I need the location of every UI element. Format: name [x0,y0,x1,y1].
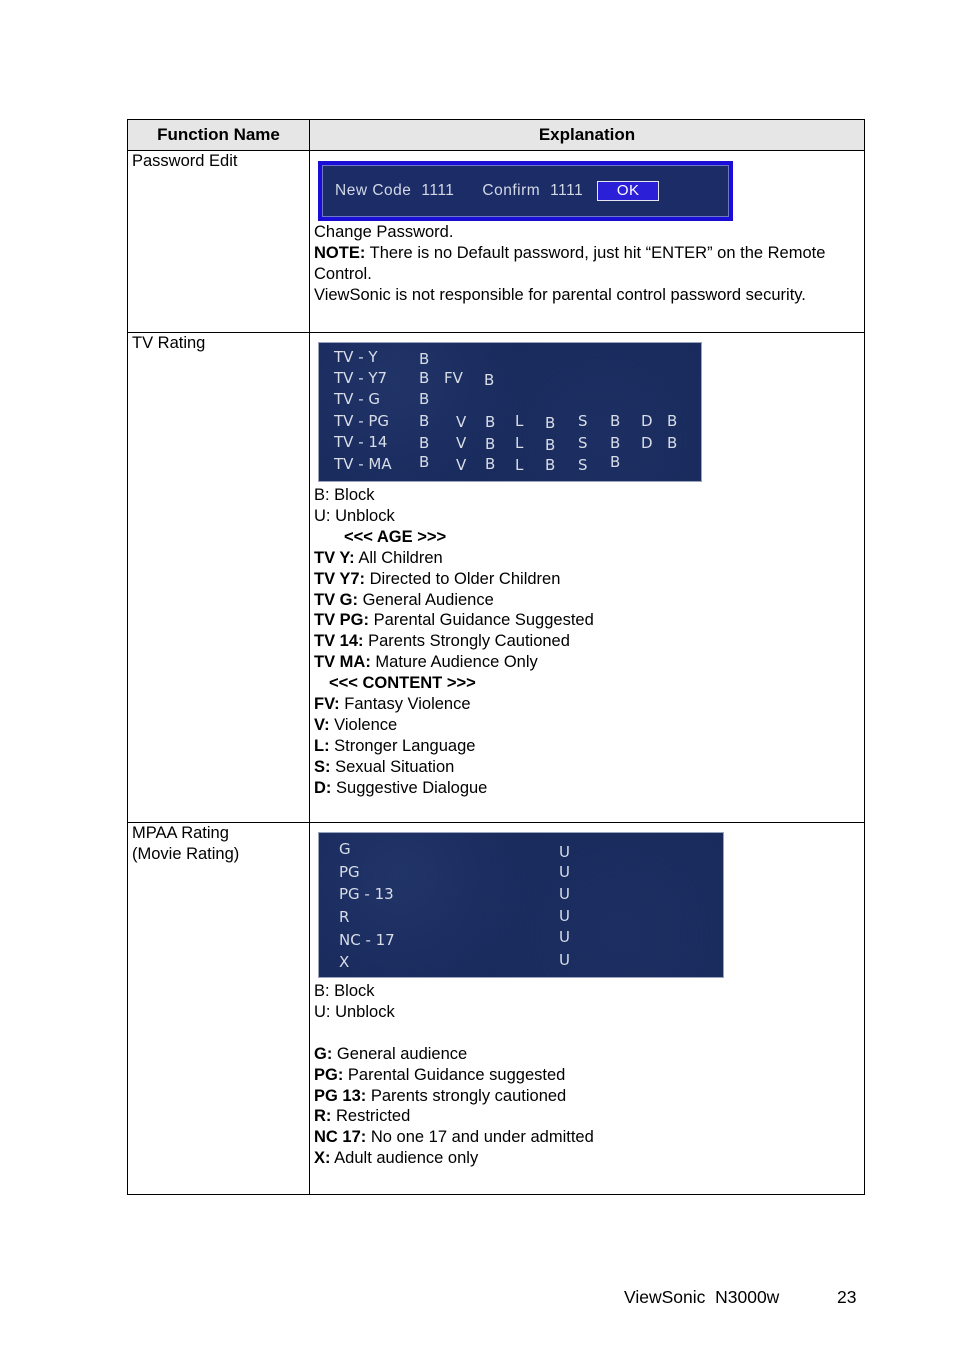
tv-cell[interactable]: S [578,434,588,452]
confirm-label: Confirm [482,181,541,199]
change-password-text: Change Password. [314,223,454,241]
tv-row-label: TV - MA [334,455,392,473]
content-header: <<< CONTENT >>> [329,674,476,693]
mpaa-item: R: Restricted [314,1107,411,1126]
tv-cell[interactable]: L [515,456,524,474]
tv-cell[interactable]: V [456,413,467,431]
new-code-label: New Code [335,181,412,199]
mpaa-cell[interactable]: U [559,928,570,946]
content-item: L: Stronger Language [314,736,476,755]
tv-cell[interactable]: L [515,434,524,452]
header-function-name: Function Name [128,120,310,151]
mpaa-item: NC 17: No one 17 and under admitted [314,1128,594,1147]
legend-block: B: Block [314,982,375,1000]
mpaa-cell[interactable]: U [559,843,570,861]
legend-unblock: U: Unblock [314,506,395,525]
function-name-mpaa-rating: MPAA Rating (Movie Rating) [128,823,310,1195]
content-item: FV: Fantasy Violence [314,695,471,714]
tv-cell[interactable]: B [419,369,430,387]
function-name-tv-rating: TV Rating [128,333,310,823]
age-item: TV Y: All Children [314,548,443,567]
mpaa-cell[interactable]: U [559,885,570,903]
table-header-row [128,120,865,151]
tv-cell[interactable]: B [667,434,678,452]
mpaa-row-label: PG [339,863,360,881]
age-header: <<< AGE >>> [344,527,447,546]
age-item: TV 14: Parents Strongly Cautioned [314,632,570,651]
ok-button[interactable]: OK [597,181,659,201]
tv-cell[interactable]: B [485,455,496,473]
password-edit-osd [318,161,733,221]
row-mpaa-rating [128,823,865,1195]
explanation-tv-rating [310,333,865,823]
tv-row-label: TV - Y7 [334,369,388,387]
mpaa-row-label: PG - 13 [339,885,394,903]
tv-cell[interactable]: B [545,456,556,474]
tv-cell[interactable]: D [641,412,653,430]
tv-cell[interactable]: V [456,434,467,452]
tv-cell[interactable]: B [485,413,496,431]
mpaa-row-label: NC - 17 [339,931,395,949]
tv-cell[interactable]: B [419,453,430,471]
tv-cell[interactable]: B [419,390,430,408]
tv-cell[interactable]: S [578,456,588,474]
tv-cell[interactable]: B [545,436,556,454]
function-table [127,119,865,1195]
mpaa-row-label: R [339,908,350,926]
mpaa-rating-osd [318,832,724,978]
mpaa-cell[interactable]: U [559,907,570,925]
tv-cell[interactable]: B [419,434,430,452]
row-password-edit [128,151,865,333]
tv-row-label: TV - Y [334,348,378,366]
tv-cell[interactable]: B [484,371,495,389]
mpaa-item: PG 13: Parents strongly cautioned [314,1086,567,1105]
tv-cell[interactable]: B [419,412,430,430]
content-item: D: Suggestive Dialogue [314,778,488,797]
header-explanation: Explanation [310,120,865,151]
row-tv-rating [128,333,865,823]
mpaa-row-label: G [339,840,351,858]
legend-unblock: U: Unblock [314,1002,395,1021]
function-name-password-edit: Password Edit [128,151,310,333]
mpaa-item: PG: Parental Guidance suggested [314,1065,566,1084]
mpaa-item: G: General audience [314,1044,468,1063]
tv-cell[interactable]: L [515,412,524,430]
age-item: TV G: General Audience [314,590,494,609]
mpaa-item: X: Adult audience only [314,1149,479,1168]
footer-product: ViewSonic N3000w [624,1287,780,1307]
tv-cell[interactable]: S [578,412,588,430]
age-item: TV Y7: Directed to Older Children [314,569,561,588]
footer-page-number: 23 [837,1287,857,1307]
tv-cell[interactable]: B [610,434,621,452]
tv-cell[interactable]: B [485,435,496,453]
tv-rating-osd [318,342,702,482]
tv-row-label: TV - 14 [334,433,388,451]
mpaa-row-label: X [339,953,350,971]
content-item: S: Sexual Situation [314,757,455,776]
tv-cell[interactable]: V [456,456,467,474]
tv-row-label: TV - PG [334,412,390,430]
mpaa-cell[interactable]: U [559,863,570,881]
tv-cell[interactable]: D [641,434,653,452]
tv-row-label: TV - G [334,390,380,408]
legend-block: B: Block [314,486,375,504]
tv-cell[interactable]: B [667,412,678,430]
tv-cell[interactable]: B [545,414,556,432]
confirm-value: 1111 [550,181,584,199]
tv-cell[interactable]: B [419,350,430,368]
explanation-mpaa-rating [310,823,865,1195]
tv-cell[interactable]: B [610,453,621,471]
explanation-password-edit [310,151,865,333]
content-item: V: Violence [314,715,398,734]
mpaa-cell[interactable]: U [559,951,570,969]
tv-cell[interactable]: FV [444,369,463,387]
note-continuation: Control. [314,264,372,283]
new-code-value: 1111 [421,181,455,199]
tv-cell[interactable]: B [610,412,621,430]
note-line: NOTE: There is no Default password, just hit “ENTER” on the Remote [314,243,826,262]
age-item: TV PG: Parental Guidance Suggested [314,611,594,630]
disclaimer-text: ViewSonic is not responsible for parental control password security. [314,285,806,304]
age-item: TV MA: Mature Audience Only [314,653,538,672]
